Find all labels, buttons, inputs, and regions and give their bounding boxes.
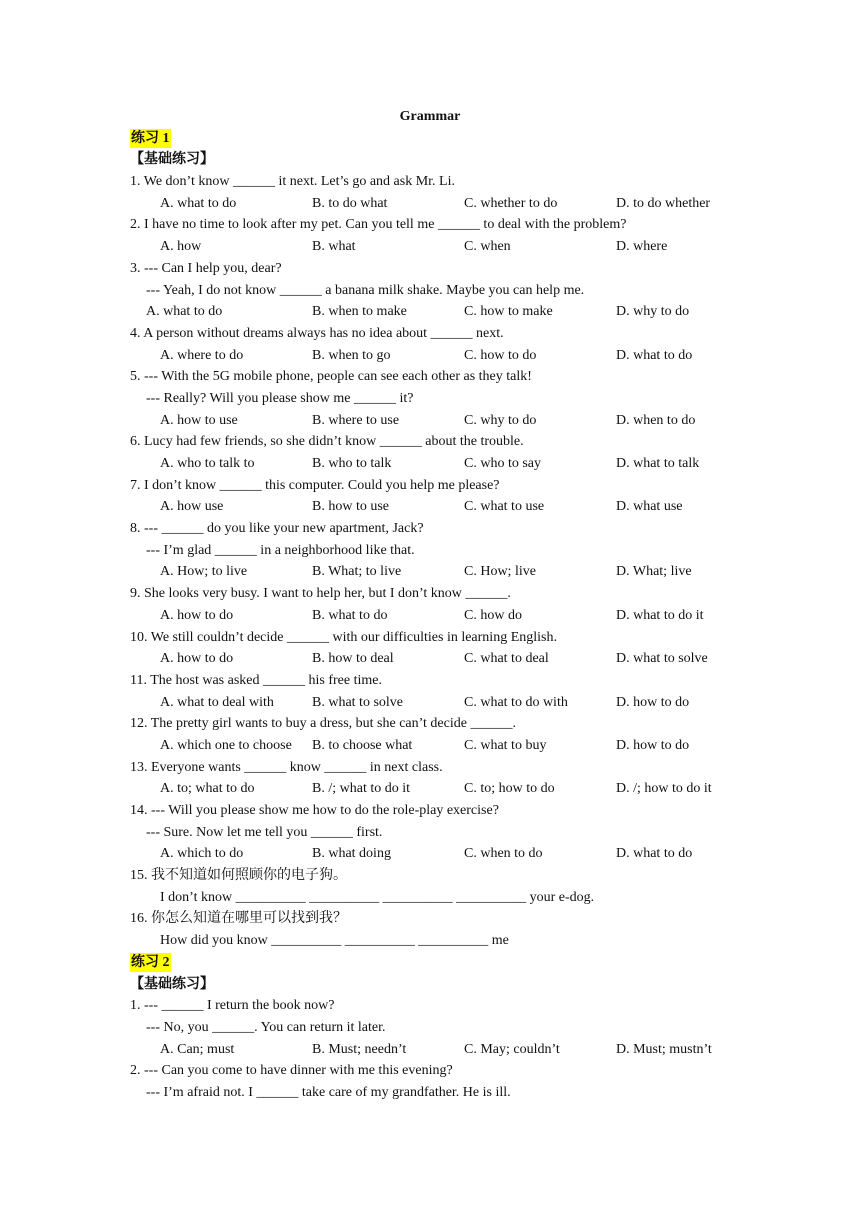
question-stem-continued: --- I’m afraid not. I ______ take care of my grandfather. He is ill. — [146, 1084, 511, 1100]
option-c: C. how to do — [464, 347, 537, 363]
option-c: C. who to say — [464, 456, 541, 471]
section-heading: 练习 1 — [131, 130, 170, 146]
option-b: B. What; to live — [312, 564, 402, 580]
question-stem-continued: --- Really? Will you please show me ______ it? — [146, 390, 414, 406]
option-c: C. why to do — [464, 412, 537, 428]
option-row — [130, 778, 730, 800]
option-d: D. Must; mustn’t — [616, 1041, 712, 1057]
option-d: D. how to do — [616, 737, 690, 753]
option-row — [130, 236, 730, 258]
option-row — [130, 410, 730, 432]
option-row — [130, 648, 730, 670]
option-row — [130, 605, 730, 627]
option-d: D. /; how to do it — [616, 781, 712, 797]
option-c: C. to; how to do — [464, 781, 555, 797]
option-d: D. why to do — [616, 304, 690, 320]
section-subheading: 【基础练习】 — [130, 976, 214, 992]
question-stem: 4. A person without dreams always has no idea about ______ next. — [130, 325, 504, 341]
question-stem: 1. We don’t know ______ it next. Let’s go and ask Mr. Li. — [130, 174, 455, 190]
option-a: A. where to do — [160, 347, 244, 363]
option-a: A. what to deal with — [160, 694, 274, 710]
option-c: C. when to do — [464, 846, 543, 862]
question-stem: 5. --- With the 5G mobile phone, people can see each other as they talk! — [130, 369, 532, 385]
option-row — [130, 692, 730, 714]
worksheet-content — [130, 106, 730, 1104]
translation-prompt: 15. 我不知道如何照顾你的电子狗。 — [130, 868, 347, 884]
option-b: B. when to make — [312, 304, 407, 320]
option-a: A. to; what to do — [160, 781, 255, 797]
option-d: D. what to do — [616, 347, 693, 363]
option-row — [130, 345, 730, 367]
option-c: C. How; live — [464, 564, 536, 580]
question-stem: 7. I don’t know ______ this computer. Could you help me please? — [130, 477, 500, 493]
option-b: B. what — [312, 239, 356, 255]
option-a: A. How; to live — [160, 564, 248, 580]
question-stem: 13. Everyone wants ______ know ______ in next class. — [130, 759, 443, 775]
section-heading: 练习 2 — [131, 954, 170, 970]
page-title: Grammar — [399, 109, 461, 124]
option-b: B. what to do — [312, 607, 388, 623]
option-c: C. what to deal — [464, 651, 549, 667]
question-stem: 2. --- Can you come to have dinner with me this evening? — [130, 1063, 453, 1079]
question-stem: 8. --- ______ do you like your new apartment, Jack? — [130, 521, 424, 537]
option-a: A. how to do — [160, 651, 234, 667]
option-b: B. /; what to do it — [312, 781, 410, 797]
option-d: D. what to talk — [616, 456, 700, 471]
option-row — [130, 453, 730, 475]
question-stem-continued: --- Sure. Now let me tell you ______ first. — [146, 824, 383, 840]
option-row — [130, 735, 730, 757]
option-b: B. to choose what — [312, 737, 413, 753]
question-stem: 3. --- Can I help you, dear? — [130, 260, 282, 276]
option-b: B. to do what — [312, 195, 388, 211]
option-d: D. what use — [616, 499, 683, 515]
fill-blank-sentence: How did you know __________ __________ __________ me — [160, 933, 509, 949]
option-d: D. what to do it — [616, 607, 704, 623]
question-stem: 11. The host was asked ______ his free time. — [130, 672, 382, 688]
question-stem-continued: --- I’m glad ______ in a neighborhood like that. — [146, 542, 415, 558]
fill-blank-sentence: I don’t know __________ __________ __________ __________ your e-dog. — [160, 889, 595, 905]
option-row — [130, 561, 730, 583]
translation-prompt: 16. 你怎么知道在哪里可以找到我？ — [130, 911, 347, 927]
option-a: A. how to use — [160, 412, 238, 428]
option-a: A. how use — [160, 499, 224, 515]
option-row — [130, 1039, 730, 1061]
option-row — [130, 843, 730, 865]
question-stem-continued: --- Yeah, I do not know ______ a banana milk shake. Maybe you can help me. — [146, 282, 585, 298]
question-stem: 6. Lucy had few friends, so she didn’t know ______ about the trouble. — [130, 434, 524, 450]
question-stem: 1. --- ______ I return the book now? — [130, 998, 335, 1014]
section-subheading: 【基础练习】 — [130, 152, 214, 168]
option-b: B. Must; needn’t — [312, 1041, 407, 1057]
option-b: B. when to go — [312, 347, 391, 363]
option-b: B. who to talk — [312, 456, 392, 471]
option-row — [130, 301, 730, 323]
option-d: D. how to do — [616, 694, 690, 710]
option-d: D. when to do — [616, 412, 696, 428]
question-stem: 12. The pretty girl wants to buy a dress, but she can’t decide ______. — [130, 716, 516, 732]
option-c: C. whether to do — [464, 195, 558, 211]
option-a: A. Can; must — [160, 1041, 235, 1057]
question-stem-continued: --- No, you ______. You can return it later. — [146, 1019, 386, 1035]
option-d: D. to do whether — [616, 195, 711, 211]
option-d: D. What; live — [616, 564, 692, 580]
option-a: A. how — [160, 239, 202, 255]
option-b: B. where to use — [312, 412, 400, 428]
option-b: B. what to solve — [312, 694, 403, 710]
option-c: C. when — [464, 239, 511, 255]
option-a: A. which to do — [160, 846, 244, 862]
option-d: D. what to do — [616, 846, 693, 862]
option-c: C. how do — [464, 607, 522, 623]
question-stem: 14. --- Will you please show me how to do the role-play exercise? — [130, 803, 499, 818]
option-a: A. what to do — [160, 195, 237, 211]
option-a: A. which one to choose — [160, 737, 292, 753]
option-a: A. what to do — [146, 304, 223, 320]
question-stem: 2. I have no time to look after my pet. Can you tell me ______ to deal with the problem? — [130, 217, 627, 233]
option-c: C. what to use — [464, 499, 545, 515]
option-b: B. how to use — [312, 499, 389, 515]
option-d: D. what to solve — [616, 651, 708, 667]
option-c: C. May; couldn’t — [464, 1041, 560, 1057]
option-row — [130, 193, 730, 215]
option-c: C. how to make — [464, 304, 553, 320]
option-a: A. who to talk to — [160, 456, 255, 471]
option-row — [130, 496, 730, 518]
option-c: C. what to do with — [464, 694, 568, 710]
question-stem: 9. She looks very busy. I want to help her, but I don’t know ______. — [130, 586, 511, 602]
option-d: D. where — [616, 239, 668, 255]
option-c: C. what to buy — [464, 737, 547, 753]
option-a: A. how to do — [160, 607, 234, 623]
option-b: B. how to deal — [312, 651, 394, 667]
question-stem: 10. We still couldn’t decide ______ with our difficulties in learning English. — [130, 629, 557, 645]
option-b: B. what doing — [312, 846, 391, 862]
